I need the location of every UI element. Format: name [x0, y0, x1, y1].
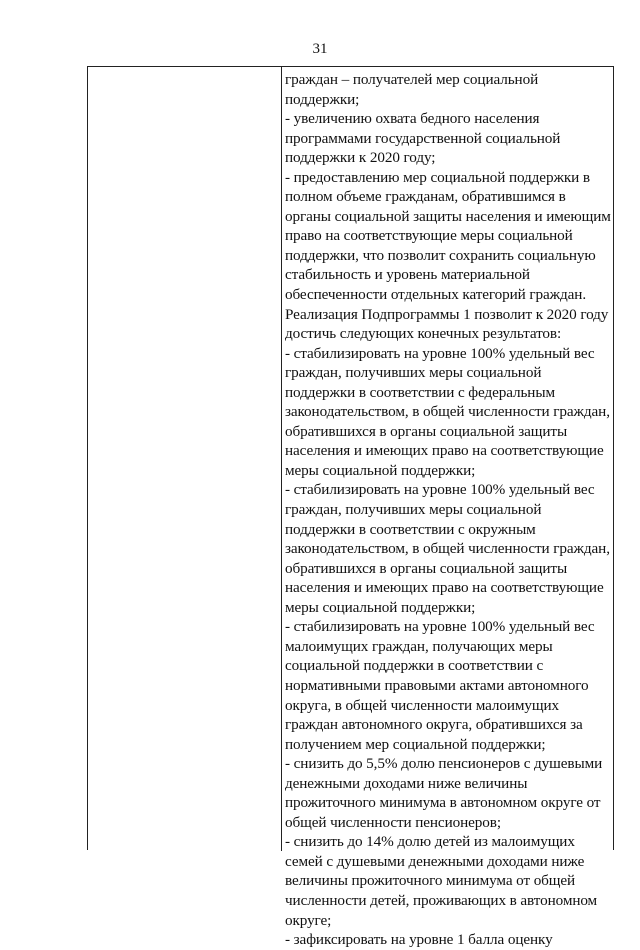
text-line: достичь следующих конечных результатов: — [285, 325, 562, 343]
text-line: получением мер социальной поддержки; — [285, 735, 546, 753]
text-line: величины прожиточного минимума от общей — [285, 872, 576, 890]
text-line: населения и имеющих право на соответствующие — [285, 442, 604, 460]
text-line: органы социальной защиты населения и имеющим — [285, 207, 611, 225]
text-line: граждан – получателей мер социальной — [285, 71, 539, 88]
table-right-cell — [282, 67, 614, 949]
text-line: - стабилизировать на уровне 100% удельный вес — [285, 618, 595, 636]
text-line: Реализация Подпрограммы 1 позволит к 2020 году — [285, 305, 609, 323]
text-line: - стабилизировать на уровне 100% удельный вес — [285, 344, 595, 362]
text-line: обеспеченности отдельных категорий граждан. — [285, 286, 587, 304]
document-table — [87, 66, 614, 949]
text-line: семей с душевыми денежными доходами ниже — [285, 852, 585, 870]
page-number: 31 — [312, 41, 328, 57]
text-line: прожиточного минимума в автономном округе от — [285, 794, 601, 812]
text-line: округе; — [285, 911, 332, 929]
text-line: денежными доходами ниже величины — [285, 774, 528, 792]
table-left-cell — [88, 67, 282, 851]
text-line: программами государственной социальной — [285, 129, 561, 147]
text-line: - снизить до 5,5% долю пенсионеров с душевыми — [285, 755, 603, 773]
text-line: обратившихся в органы социальной защиты — [285, 559, 568, 577]
text-line: - увеличению охвата бедного населения — [285, 110, 540, 128]
text-line: поддержки к 2020 году; — [285, 149, 436, 167]
text-line: - снизить до 14% долю детей из малоимущих — [285, 833, 575, 851]
text-line: - предоставлению мер социальной поддержки в — [285, 168, 590, 186]
text-line: поддержки, что позволит сохранить социальную — [285, 246, 596, 264]
text-line: нормативными правовыми актами автономного — [285, 676, 589, 694]
text-line: законодательством, в общей численности граждан, — [285, 403, 610, 421]
text-line: поддержки в соответствии с федеральным — [285, 383, 555, 401]
text-line: поддержки в соответствии с окружным — [285, 520, 536, 538]
text-line: общей численности пенсионеров; — [285, 813, 501, 831]
text-line: поддержки; — [285, 90, 360, 108]
text-line: округа, в общей численности малоимущих — [285, 696, 560, 714]
text-line: численности детей, проживающих в автономном — [285, 891, 598, 909]
text-line: меры социальной поддержки; — [285, 598, 476, 616]
text-line: право на соответствующие меры социальной — [285, 227, 573, 245]
text-line: граждан, получивших меры социальной — [285, 364, 542, 382]
text-line: граждан автономного округа, обратившихся за — [285, 716, 583, 734]
text-line: малоимущих граждан, получающих меры — [285, 637, 553, 655]
text-line: обратившихся в органы социальной защиты — [285, 422, 568, 440]
text-line: - стабилизировать на уровне 100% удельный вес — [285, 481, 595, 499]
text-line: граждан, получивших меры социальной — [285, 501, 542, 519]
text-line: меры социальной поддержки; — [285, 461, 476, 479]
text-line: полном объеме гражданам, обратившимся в — [285, 188, 566, 206]
text-line: - зафиксировать на уровне 1 балла оценку — [285, 931, 553, 949]
text-line: законодательством, в общей численности граждан, — [285, 540, 610, 558]
text-line: стабильность и уровень материальной — [285, 266, 530, 284]
text-line: населения и имеющих право на соответствующие — [285, 579, 604, 597]
text-line: социальной поддержки в соответствии с — [285, 657, 544, 675]
